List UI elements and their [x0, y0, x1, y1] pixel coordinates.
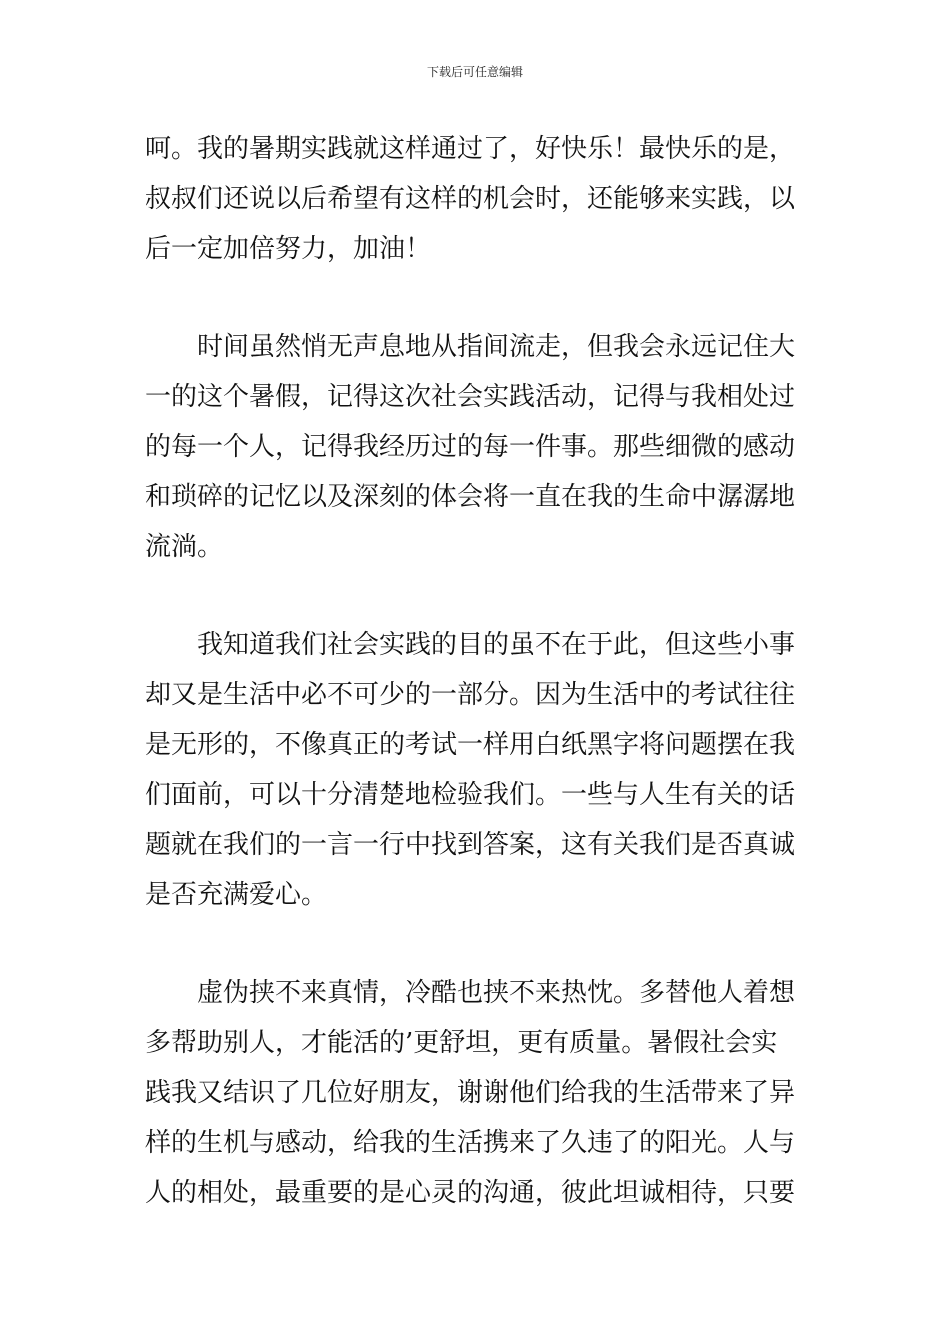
- text-line: 流淌。: [145, 532, 224, 562]
- text-line: 是否充满爱心。: [145, 880, 328, 910]
- paragraph-3: [145, 620, 807, 920]
- text-line: 们面前，可以十分清楚地检验我们。一些与人生有关的话: [145, 780, 796, 810]
- text-line: 和琐碎的记忆以及深刻的体会将一直在我的生命中潺潺地: [145, 482, 796, 512]
- body-text: [145, 124, 807, 1218]
- text-line: 的每一个人，记得我经历过的每一件事。那些细微的感动: [145, 432, 796, 462]
- text-line: 叔叔们还说以后希望有这样的机会时，还能够来实践，以: [145, 184, 796, 214]
- paragraph-gap: [145, 274, 807, 322]
- text-line: 样的生机与感动，给我的生活携来了久违了的阳光。人与: [145, 1128, 796, 1158]
- paragraph-1: [145, 124, 807, 274]
- text-line: 多帮助别人，才能活的’更舒坦，更有质量。暑假社会实: [145, 1028, 778, 1058]
- text-line: 时间虽然悄无声息地从指间流走，但我会永远记住大: [197, 332, 796, 362]
- text-line: 是无形的，不像真正的考试一样用白纸黑字将问题摆在我: [145, 730, 796, 760]
- text-line: 践我又结识了几位好朋友，谢谢他们给我的生活带来了异: [145, 1078, 796, 1108]
- paragraph-2: [145, 322, 807, 572]
- text-line: 一的这个暑假，记得这次社会实践活动，记得与我相处过: [145, 382, 796, 412]
- paragraph-gap: [145, 920, 807, 968]
- text-line: 我知道我们社会实践的目的虽不在于此，但这些小事: [197, 630, 796, 660]
- page-header: 下载后可任意编辑: [426, 65, 523, 79]
- text-line: 呵。我的暑期实践就这样通过了，好快乐！最快乐的是，: [145, 134, 796, 164]
- text-line: 题就在我们的一言一行中找到答案，这有关我们是否真诚: [145, 830, 796, 860]
- text-line: 人的相处，最重要的是心灵的沟通，彼此坦诚相待，只要: [145, 1178, 796, 1208]
- paragraph-4: [145, 968, 807, 1218]
- text-line: 却又是生活中必不可少的一部分。因为生活中的考试往往: [145, 680, 796, 710]
- paragraph-gap: [145, 572, 807, 620]
- text-line: 虚伪挟不来真情，冷酷也挟不来热忱。多替他人着想: [197, 978, 796, 1008]
- text-line: 后一定加倍努力，加油！: [145, 234, 432, 264]
